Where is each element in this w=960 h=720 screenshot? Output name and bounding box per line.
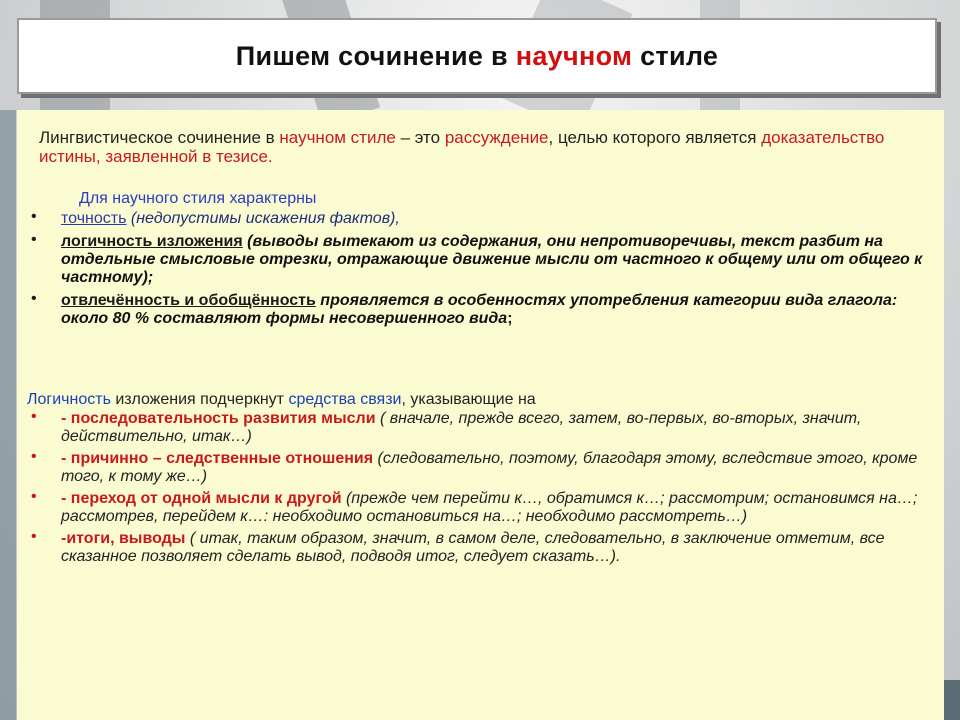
intro-proof: доказательство истины, заявленной в тезисе. [39, 128, 885, 166]
bullet-icon: • [31, 208, 37, 225]
list-item [27, 530, 927, 566]
intro-scientific-style: научном стиле [279, 128, 396, 147]
connector-examples: ( итак, таким образом, значит, в самом деле, следовательно, в заключение отметим, все сказанное позволяет сделать вывод, подводя итог, следует сказать…). [61, 530, 885, 565]
logic-term: Логичность [27, 391, 111, 408]
intro-text-3: , целью которого является [548, 128, 762, 147]
title-box [17, 18, 937, 94]
logic-text-2: , указывающие на [401, 391, 536, 408]
intro-paragraph [39, 128, 919, 166]
content-panel [17, 110, 944, 720]
connectors-list [27, 410, 927, 570]
list-item [27, 410, 927, 446]
title-part-2: стиле [632, 40, 719, 71]
feature-tail: ; [507, 310, 513, 327]
feature-term: точность [61, 210, 127, 227]
feature-desc: (недопустимы искажения фактов), [126, 210, 400, 227]
list-item [27, 292, 927, 328]
logic-means: средства связи [288, 391, 402, 408]
list-item [27, 450, 927, 486]
logic-text-1: изложения подчеркнут [110, 391, 289, 408]
feature-desc: (выводы вытекают из содержания, они непротиворечивы, текст разбит на отдельные смысловые отрезки, отражающие движение мысли от частного к общему или от общего к частному); [61, 233, 923, 286]
logic-line [27, 391, 536, 409]
intro-reasoning: рассуждение [444, 128, 549, 147]
bullet-icon: • [31, 488, 37, 505]
title-accent: научном [515, 40, 633, 71]
features-heading: Для научного стиля характерны [79, 190, 317, 207]
corner-block [944, 680, 960, 720]
features-list [27, 210, 927, 333]
connector-head: - причинно – следственные отношения [61, 450, 374, 467]
feature-desc: проявляется в особенностях употребления категории вида глагола: около 80 % составляют формы несовершенного вида [61, 292, 898, 327]
title-part-1: Пишем сочинение в [235, 40, 516, 71]
intro-text-1: Лингвистическое сочинение в [39, 128, 280, 147]
bullet-icon: • [31, 448, 37, 465]
bullet-icon: • [31, 528, 37, 545]
slide-title [236, 41, 719, 72]
bullet-icon: • [31, 408, 37, 425]
connector-examples: ( вначале, прежде всего, затем, во-первых, во-вторых, значит, действительно, итак…) [61, 410, 862, 445]
list-item [27, 210, 927, 228]
connector-examples: (следовательно, поэтому, благодаря этому, вследствие этого, кроме того, к тому же…) [61, 450, 918, 485]
connector-head: -итоги, выводы [61, 530, 186, 547]
connector-examples: (прежде чем перейти к…, обратимся к…; рассмотрим; остановимся на…; рассмотрев, перейдем к…: необходимо остановиться на…; необходимо рассмотреть…) [61, 490, 918, 525]
bullet-icon: • [31, 231, 37, 248]
list-item [27, 233, 927, 287]
connector-head: - последовательность развития мысли [61, 410, 376, 427]
intro-text-2: – это [395, 128, 445, 147]
bullet-icon: • [31, 290, 37, 307]
feature-term: логичность изложения [61, 233, 243, 250]
left-side-strip [0, 110, 16, 720]
connector-head: - переход от одной мысли к другой [61, 490, 342, 507]
feature-term: отвлечённость и обобщённость [61, 292, 316, 309]
list-item [27, 490, 927, 526]
